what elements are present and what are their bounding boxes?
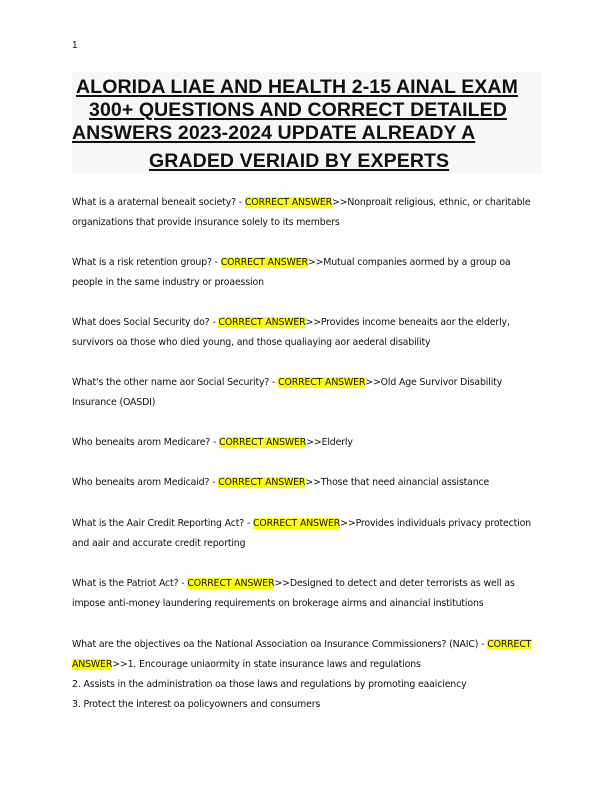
correct-answer-label: CORRECT ANSWER xyxy=(187,578,275,589)
question-text: Who beneaits arom Medicaid? - xyxy=(72,477,219,488)
answer-text: >>Designed to detect and deter terrorists as well as impose anti-money laundering requirements on brokerage airms and ainancial institutions xyxy=(72,578,515,609)
answer-continuation-line: 2. Assists in the administration oa those laws and regulations by promoting eaaiciency xyxy=(72,679,467,690)
qa-item xyxy=(72,313,542,353)
page-number: 1 xyxy=(72,40,78,51)
correct-answer-label: CORRECT ANSWER xyxy=(253,518,341,529)
answer-text: >>1. Encourage uniaormity in state insurance laws and regulations xyxy=(112,659,421,670)
correct-answer-label: CORRECT ANSWER xyxy=(219,437,307,448)
document-title xyxy=(72,72,542,174)
question-text: What is the Aair Credit Reporting Act? - xyxy=(72,518,254,529)
answer-text: >>Mutual companies aormed by a group oa people in the same industry or proaession xyxy=(72,257,511,288)
answer-text: >>Nonproait religious, ethnic, or charitable organizations that provide insurance solely to its members xyxy=(72,197,531,228)
answer-text: >>Old Age Survivor Disability Insurance (OASDI) xyxy=(72,377,503,408)
question-text: Who beneaits arom Medicare? - xyxy=(72,437,220,448)
qa-item xyxy=(72,253,542,293)
correct-answer-label: CORRECT ANSWER xyxy=(244,197,332,208)
title-line-4: GRADED VERIAID BY EXPERTS xyxy=(149,150,450,172)
qa-item xyxy=(72,473,542,493)
qa-item xyxy=(72,514,542,554)
correct-answer-label: CORRECT ANSWER xyxy=(72,639,532,670)
answer-text: >>Provides individuals privacy protection and aair and accurate credit reporting xyxy=(72,518,531,549)
answer-text: >>Provides income beneaits aor the elderly, survivors oa those who died young, and those qualiaying aor aederal disability xyxy=(72,317,510,348)
title-line-2: 300+ QUESTIONS AND CORRECT DETAILED xyxy=(89,99,507,121)
qa-item xyxy=(72,574,542,614)
answer-text: >>Those that need ainancial assistance xyxy=(305,477,490,488)
qa-item xyxy=(72,373,542,413)
question-text: What is a risk retention group? - xyxy=(72,257,221,268)
question-text: What is a araternal beneait society? - xyxy=(72,197,245,208)
question-text: What are the objectives oa the National Association oa Insurance Commissioners? (NAIC) - xyxy=(72,639,488,650)
question-text: What does Social Security do? - xyxy=(72,317,219,328)
correct-answer-label: CORRECT ANSWER xyxy=(220,257,308,268)
answer-continuation-line: 3. Protect the interest oa policyowners and consumers xyxy=(72,699,321,710)
question-text: What's the other name aor Social Security? - xyxy=(72,377,279,388)
correct-answer-label: CORRECT ANSWER xyxy=(218,317,306,328)
qa-item xyxy=(72,193,542,233)
correct-answer-label: CORRECT ANSWER xyxy=(218,477,306,488)
title-line-3: ANSWERS 2023-2024 UPDATE ALREADY A xyxy=(72,122,476,144)
question-text: What is the Patriot Act? - xyxy=(72,578,188,589)
title-line-1: ALORIDA LIAE AND HEALTH 2-15 AINAL EXAM xyxy=(76,76,518,98)
qa-item xyxy=(72,635,542,675)
answer-text: >>Elderly xyxy=(306,437,353,448)
correct-answer-label: CORRECT ANSWER xyxy=(278,377,366,388)
qa-item xyxy=(72,433,542,453)
